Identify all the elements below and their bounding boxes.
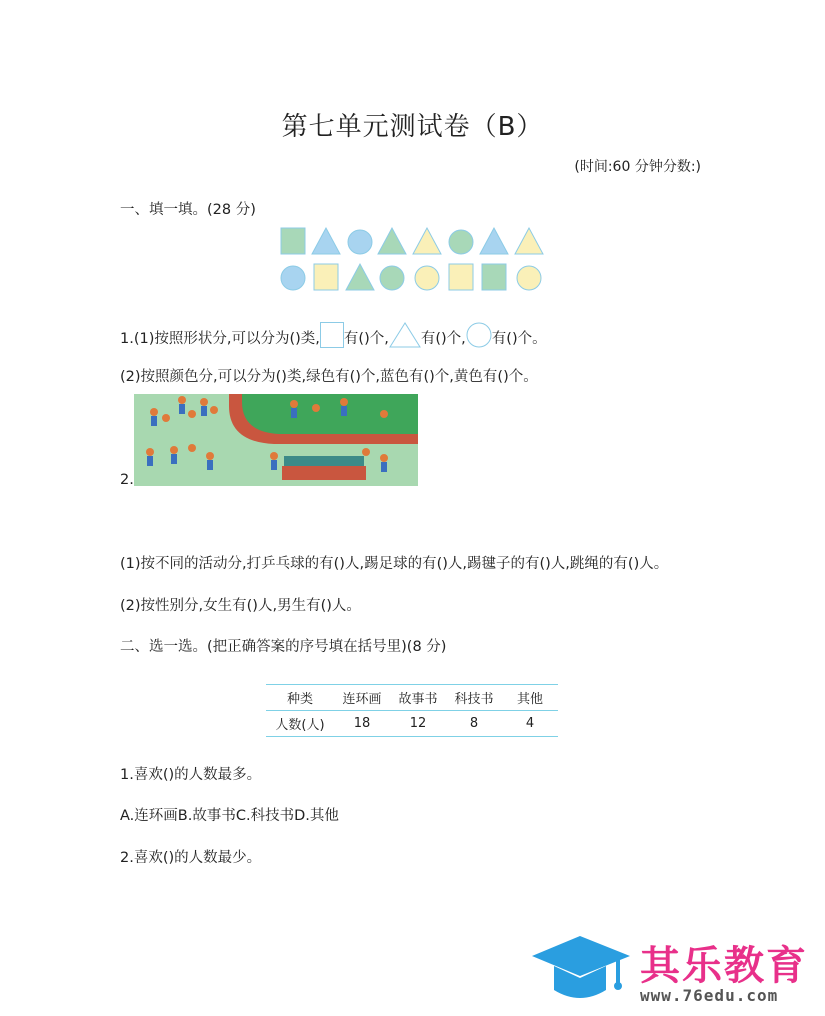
table-header-cell: 其他: [502, 685, 558, 711]
playground-illustration: [134, 394, 418, 486]
table-cell: 18: [334, 711, 390, 737]
table-cell: 12: [390, 711, 446, 737]
choice-question-1: 1.喜欢()的人数最多。: [120, 767, 262, 783]
q1-text-d: 有()个。: [491, 331, 547, 347]
green-circle-shape: [380, 266, 404, 290]
choice-question-2: 2.喜欢()的人数最少。: [120, 850, 262, 866]
blue-circle-shape: [281, 266, 305, 290]
triangle-icon: [389, 322, 421, 348]
yellow-circle-shape: [415, 266, 439, 290]
table-cell: 4: [502, 711, 558, 737]
table-header-cell: 连环画: [334, 685, 390, 711]
question-1-2: (2)按照颜色分,可以分为()类,绿色有()个,蓝色有()个,黄色有()个。: [120, 369, 538, 385]
table-cell: 人数(人): [266, 711, 334, 737]
yellow-square-shape: [449, 264, 473, 290]
table-header-cell: 种类: [266, 685, 334, 711]
yellow-triangle-shape: [413, 228, 441, 254]
table-header-cell: 故事书: [390, 685, 446, 711]
q1-text-c: 有()个,: [420, 331, 466, 347]
choice-question-1-options: A.连环画B.故事书C.科技书D.其他: [120, 808, 339, 824]
section1-heading: 一、填一填。(28 分): [120, 202, 256, 218]
yellow-triangle-shape: [515, 228, 543, 254]
question-2-2: (2)按性别分,女生有()人,男生有()人。: [120, 598, 361, 614]
green-triangle-shape: [346, 264, 374, 290]
time-score-info: (时间:60 分钟分数:): [574, 159, 701, 175]
shapes-figure: [280, 226, 550, 294]
section2-heading: 二、选一选。(把正确答案的序号填在括号里)(8 分): [120, 639, 447, 655]
table-row: [266, 711, 558, 737]
question-2-1: (1)按不同的活动分,打乒乓球的有()人,踢足球的有()人,踢毽子的有()人,跳绳的有()人。: [120, 556, 669, 572]
green-triangle-shape: [378, 228, 406, 254]
q1-text-b: 有()个,: [343, 331, 389, 347]
blue-circle-shape: [348, 230, 372, 254]
square-icon: [320, 322, 344, 348]
table-header-cell: 科技书: [446, 685, 502, 711]
logo-url: www.76edu.com: [640, 986, 779, 1005]
green-square-shape: [482, 264, 506, 290]
q1-text-a: 1.(1)按照形状分,可以分为()类,: [120, 331, 320, 347]
yellow-circle-shape: [517, 266, 541, 290]
green-circle-shape: [449, 230, 473, 254]
circle-icon: [466, 322, 492, 348]
yellow-square-shape: [314, 264, 338, 290]
green-square-shape: [281, 228, 305, 254]
page-title: 第七单元测试卷（B）: [281, 112, 544, 142]
logo-name: 其乐教育: [640, 943, 808, 989]
table-cell: 8: [446, 711, 502, 737]
blue-triangle-shape: [480, 228, 508, 254]
question-2-label: 2.: [120, 472, 134, 488]
table-header-row: [266, 685, 558, 711]
graduation-cap-icon: [532, 934, 632, 1006]
reading-preference-table: [266, 684, 558, 737]
question-1-1: [120, 322, 547, 348]
blue-triangle-shape: [312, 228, 340, 254]
